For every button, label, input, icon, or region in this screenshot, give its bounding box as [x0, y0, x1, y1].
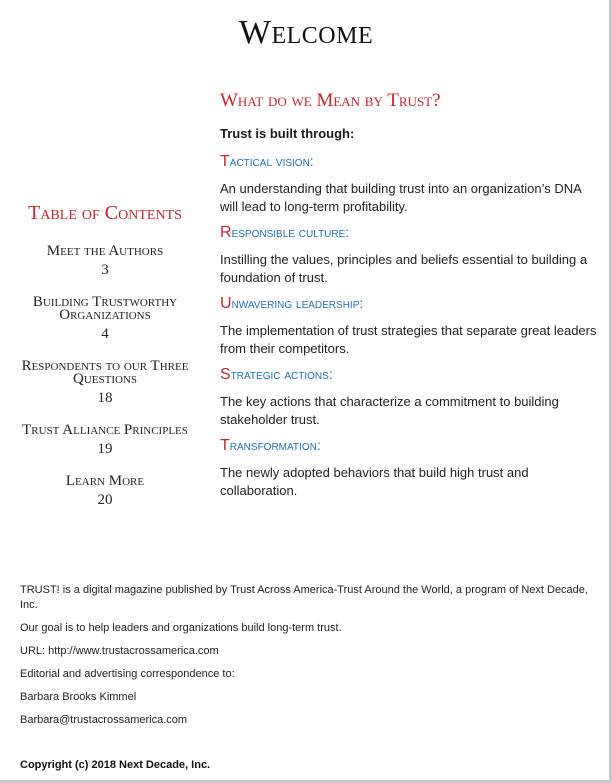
- toc-item-trust-alliance-principles[interactable]: [0, 424, 210, 458]
- toc-item-learn-more[interactable]: [0, 475, 210, 509]
- toc-item-page: 19: [97, 441, 113, 457]
- footer-goal-text: Our goal is to help leaders and organizations build long-term trust.: [20, 622, 342, 634]
- lead-text: Trust is built through:: [220, 126, 355, 141]
- toc-item-building-trustworthy-organizations[interactable]: [0, 296, 210, 343]
- footer-info: [20, 583, 600, 736]
- main-content: [220, 90, 600, 508]
- section-body: The key actions that characterize a commitment to building stakeholder trust.: [220, 394, 559, 427]
- toc-heading: Table of Contents: [28, 202, 182, 224]
- table-of-contents: [0, 202, 210, 526]
- section-title-initial: R: [220, 224, 232, 241]
- section-title-initial: U: [220, 295, 232, 312]
- section-title-rest: esponsible culture:: [231, 224, 350, 240]
- section-heading: What do we Mean by Trust?: [220, 90, 441, 111]
- section-body: Instilling the values, principles and beliefs essential to building a foundation of trust.: [220, 252, 588, 285]
- section-title-initial: T: [220, 437, 230, 454]
- section-title-initial: S: [220, 366, 231, 383]
- section-title-responsible-culture: [220, 224, 600, 242]
- section-title-initial: T: [220, 153, 230, 170]
- section-title-unwavering-leadership: [220, 295, 600, 313]
- section-body: The newly adopted behaviors that build high trust and collaboration.: [220, 465, 529, 498]
- section-title-strategic-actions: [220, 366, 600, 384]
- toc-item-label: Respondents to our Three Questions: [21, 358, 189, 387]
- footer-contact-email[interactable]: Barbara@trustacrossamerica.com: [20, 714, 188, 726]
- copyright-text: Copyright (c) 2018 Next Decade, Inc.: [20, 759, 211, 771]
- footer-correspondence-text: Editorial and advertising correspondence to:: [20, 668, 235, 680]
- toc-item-page: 3: [101, 262, 109, 278]
- toc-item-page: 20: [97, 492, 113, 508]
- footer-contact-name: Barbara Brooks Kimmel: [20, 691, 137, 703]
- toc-item-label: Building Trustworthy Organizations: [32, 294, 178, 323]
- toc-item-label: Trust Alliance Principles: [22, 422, 188, 438]
- toc-item-label: Meet the Authors: [46, 243, 164, 259]
- section-title-rest: trategic actions:: [230, 366, 333, 382]
- toc-item-respondents[interactable]: [0, 360, 210, 407]
- section-title-rest: ransformation:: [229, 437, 321, 453]
- section-body: The implementation of trust strategies that separate great leaders from their competitors.: [220, 323, 597, 356]
- footer-url[interactable]: URL: http://www.trustacrossamerica.com: [20, 645, 219, 657]
- section-title-tactical-vision: [220, 153, 600, 171]
- section-title-transformation: [220, 437, 600, 455]
- toc-item-meet-the-authors[interactable]: [0, 245, 210, 279]
- section-title-rest: nwavering leadership:: [231, 295, 364, 311]
- toc-item-page: 18: [97, 390, 113, 406]
- page-title: Welcome: [238, 14, 374, 51]
- toc-item-label: Learn More: [65, 473, 145, 489]
- toc-item-page: 4: [101, 326, 109, 342]
- section-title-rest: actical vision:: [229, 153, 314, 169]
- footer-publisher-text: TRUST! is a digital magazine published by Trust Across America-Trust Around the World, a program of Next Decade, Inc.: [20, 584, 588, 611]
- section-body: An understanding that building trust into an organization’s DNA will lead to long-term profitability.: [220, 181, 582, 214]
